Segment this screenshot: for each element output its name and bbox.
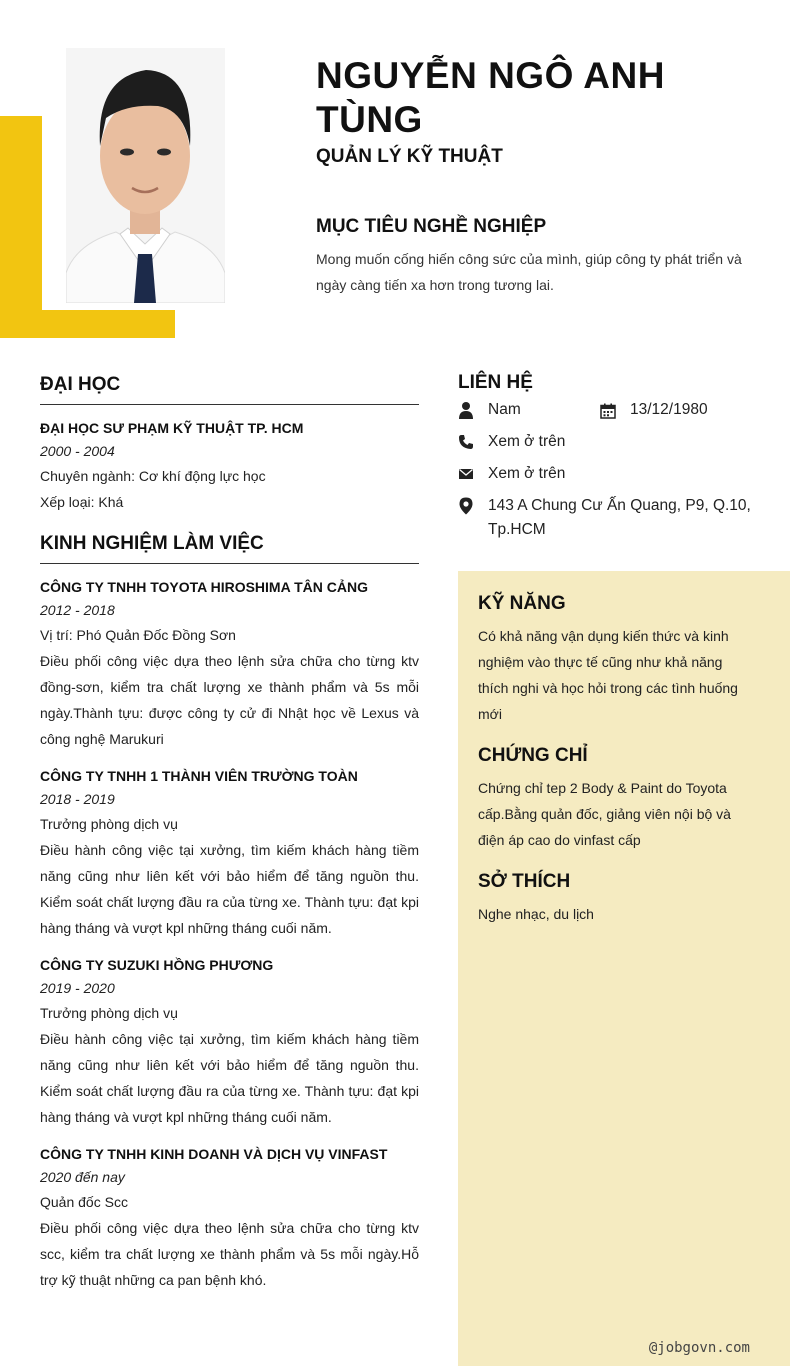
- hobbies-heading: SỞ THÍCH: [478, 871, 571, 892]
- calendar-icon: [600, 402, 616, 420]
- company-name: CÔNG TY TNHH TOYOTA HIROSHIMA TÂN CẢNG: [40, 579, 368, 595]
- job-period: 2012 - 2018: [40, 602, 115, 618]
- birthday-value: 13/12/1980: [630, 401, 708, 418]
- email-icon: [458, 465, 474, 483]
- hobbies-text: Nghe nhạc, du lịch: [478, 906, 594, 922]
- education-period: 2000 - 2004: [40, 443, 115, 459]
- job-description: Điều phối công việc dựa theo lệnh sửa chữa cho từng ktv đồng-sơn, kiểm tra chất lượng xe thành phẩm và 5s mỗi ngày.Thành tựu: được công ty cử đi Nhật học về Lexus và công nghệ Marukuri: [40, 653, 419, 747]
- job-entry: [40, 1143, 419, 1293]
- job-position: Trưởng phòng dịch vụ: [40, 816, 178, 832]
- job-description: Điều phối công việc dựa theo lệnh sửa chữa cho từng ktv scc, kiểm tra chất lượng xe thành phẩm và 5s mỗi ngày.Hỗ trợ kỹ thuật những ca pan bệnh khó.: [40, 1220, 419, 1288]
- phone-row: [458, 430, 758, 454]
- email-row: [458, 462, 758, 486]
- company-name: CÔNG TY TNHH 1 THÀNH VIÊN TRƯỜNG TOÀN: [40, 768, 358, 784]
- skills-text: Có khả năng vận dụng kiến thức và kinh nghiệm vào thực tế cũng như khả năng thích nghi và học hỏi trong các tình huống mới: [478, 628, 738, 722]
- job-entry: [40, 576, 419, 752]
- education-major: Chuyên ngành: Cơ khí động lực học: [40, 468, 266, 484]
- experience-section: [40, 533, 419, 1293]
- company-name: CÔNG TY SUZUKI HỒNG PHƯƠNG: [40, 957, 274, 973]
- objective-text: Mong muốn cống hiến công sức của mình, giúp công ty phát triển và ngày càng tiến xa hơn trong tương lai.: [316, 251, 742, 293]
- decorative-accent-bar-horizontal: [0, 310, 175, 338]
- contact-section: [458, 372, 758, 550]
- person-icon: [458, 401, 474, 419]
- experience-heading: KINH NGHIỆM LÀM VIỆC: [40, 533, 419, 564]
- phone-value: Xem ở trên: [488, 433, 566, 450]
- company-name: CÔNG TY TNHH KINH DOANH VÀ DỊCH VỤ VINFAST: [40, 1146, 388, 1162]
- phone-icon: [458, 433, 474, 451]
- education-section: [40, 374, 419, 515]
- side-panel-content: [478, 593, 748, 945]
- job-description: Điều hành công việc tại xưởng, tìm kiếm khách hàng tiềm năng cũng như liên kết với bảo hiểm để tăng nguồn thu. Kiểm soát chất lượng đầu ra của từng xe. Thành tựu: đạt kpi hàng tháng và vượt kpl những tháng cuối năm.: [40, 842, 419, 936]
- skills-heading: KỸ NĂNG: [478, 593, 566, 614]
- objective-heading: MỤC TIÊU NGHỀ NGHIỆP: [316, 216, 547, 237]
- job-entry: [40, 765, 419, 941]
- gender-row: [458, 398, 758, 422]
- job-period: 2019 - 2020: [40, 980, 115, 996]
- email-value: Xem ở trên: [488, 465, 566, 482]
- watermark: @jobgovn.com: [648, 1340, 750, 1356]
- gender-value: Nam: [488, 401, 521, 418]
- decorative-accent-bar-vertical: [0, 116, 42, 338]
- contact-heading: LIÊN HỆ: [458, 372, 533, 393]
- job-position: Quản đốc Scc: [40, 1194, 128, 1210]
- certificates-text: Chứng chỉ tep 2 Body & Paint do Toyota cấp.Bằng quản đốc, giảng viên nội bộ và điện áp cao do vinfast cấp: [478, 780, 731, 848]
- education-grade: Xếp loại: Khá: [40, 494, 124, 510]
- job-title: QUẢN LÝ KỸ THUẬT: [316, 146, 503, 167]
- job-period: 2018 - 2019: [40, 791, 115, 807]
- job-period: 2020 đến nay: [40, 1169, 125, 1185]
- job-position: Vị trí: Phó Quản Đốc Đồng Sơn: [40, 627, 236, 643]
- profile-photo: [66, 48, 225, 303]
- candidate-name: NGUYỄN NGÔ ANH TÙNG: [316, 55, 665, 140]
- side-panel: [458, 571, 790, 1366]
- address-row: [458, 494, 758, 542]
- birthday-row: [600, 398, 708, 422]
- education-heading: ĐẠI HỌC: [40, 374, 419, 405]
- job-entry: [40, 954, 419, 1130]
- address-value: 143 A Chung Cư Ấn Quang, P9, Q.10, Tp.HCM: [488, 497, 751, 538]
- school-name: ĐẠI HỌC SƯ PHẠM KỸ THUẬT TP. HCM: [40, 420, 304, 436]
- job-description: Điều hành công việc tại xưởng, tìm kiếm khách hàng tiềm năng cũng như liên kết với bảo hiểm để tăng nguồn thu. Kiểm soát chất lượng đầu ra của từng xe. Thành tựu: đạt kpi hàng tháng và vượt kpl những tháng cuối năm.: [40, 1031, 419, 1125]
- certificates-heading: CHỨNG CHỈ: [478, 745, 588, 766]
- location-pin-icon: [458, 497, 474, 515]
- left-column: [40, 374, 419, 1306]
- job-position: Trưởng phòng dịch vụ: [40, 1005, 178, 1021]
